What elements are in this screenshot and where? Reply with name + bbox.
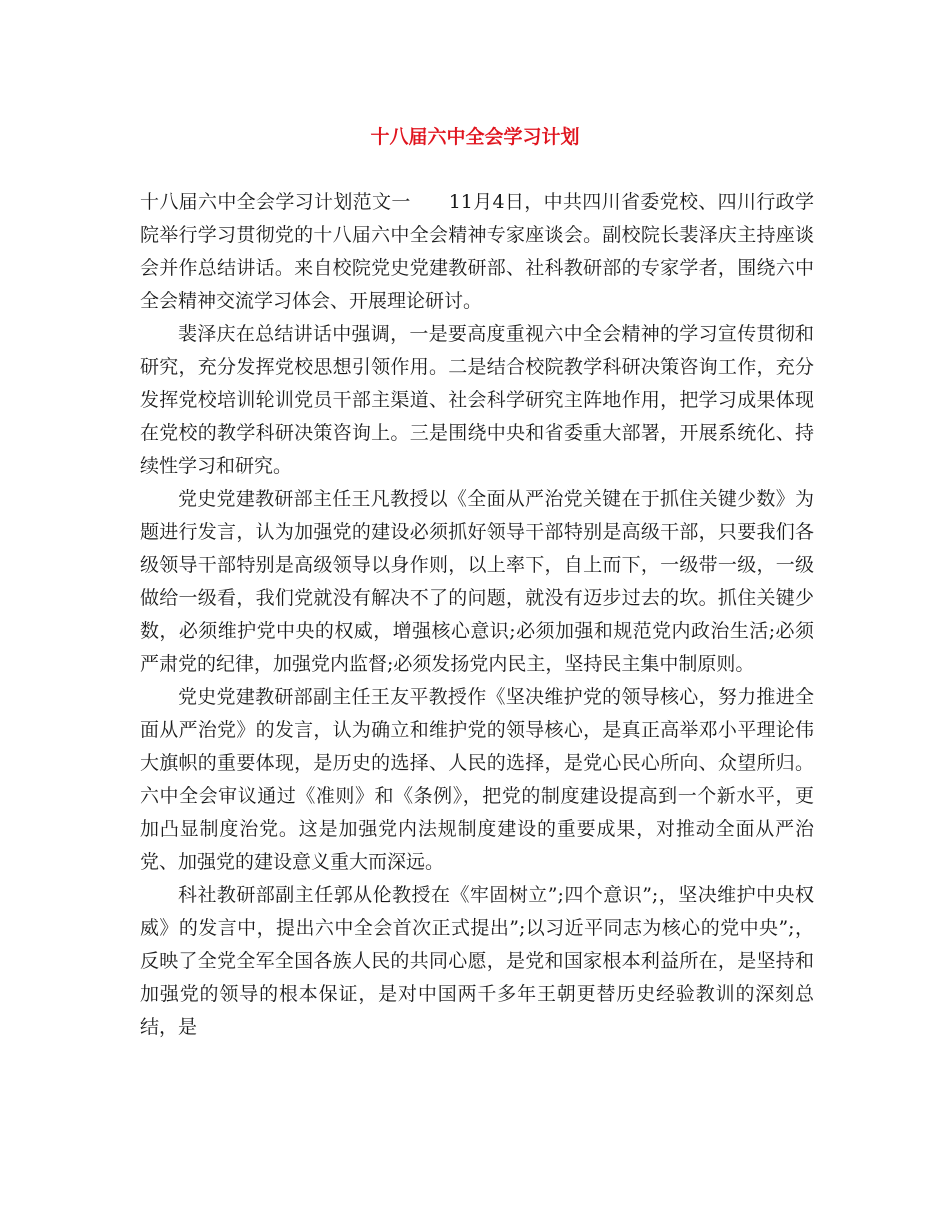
- paragraph-4: 党史党建教研部副主任王友平教授作《坚决维护党的领导核心，努力推进全面从严治党》的发言，认为确立和维护党的领导核心，是真正高举邓小平理论伟大旗帜的重要体现，是历史的选择、人民的选择，是党心民心所向、众望所归。六中全会审议通过《准则》和《条例》，把党的制度建设提高到一个新水平，更加凸显制度治党。这是加强党内法规制度建设的重要成果，对推动全面从严治党、加强党的建设意义重大而深远。: [140, 686, 814, 873]
- document-body: [140, 186, 814, 1044]
- document-title: 十八届六中全会学习计划: [370, 126, 580, 148]
- paragraph-2: 裴泽庆在总结讲话中强调，一是要高度重视六中全会精神的学习宣传贯彻和研究，充分发挥党校思想引领作用。二是结合校院教学科研决策咨询工作，充分发挥党校培训轮训党员干部主渠道、社会科学研究主阵地作用，把学习成果体现在党校的教学科研决策咨询上。三是围绕中央和省委重大部署，开展系统化、持续性学习和研究。: [140, 323, 814, 477]
- paragraph-1-text: 11月4日，中共四川省委党校、四川行政学院举行学习贯彻党的十八届六中全会精神专家座谈会。副校院长裴泽庆主持座谈会并作总结讲话。来自校院党史党建教研部、社科教研部的专家学者，围绕六中全会精神交流学习体会、开展理论研讨。: [140, 191, 814, 312]
- paragraph-3: 党史党建教研部主任王凡教授以《全面从严治党关键在于抓住关键少数》为题进行发言，认为加强党的建设必须抓好领导干部特别是高级干部，只要我们各级领导干部特别是高级领导以身作则，以上率下，自上而下，一级带一级，一级做给一级看，我们党就没有解决不了的问题，就没有迈步过去的坎。抓住关键少数，必须维护党中央的权威，增强核心意识;必须加强和规范党内政治生活;必须严肃党的纪律，加强党内监督;必须发扬党内民主，坚持民主集中制原则。: [140, 488, 814, 675]
- paragraph-5: 科社教研部副主任郭从伦教授在《牢固树立”;四个意识”;，坚决维护中央权威》的发言中，提出六中全会首次正式提出”;以习近平同志为核心的党中央”;，反映了全党全军全国各族人民的共同心愿，是党和国家根本利益所在，是坚持和加强党的领导的根本保证，是对中国两千多年王朝更替历史经验教训的深刻总结，是: [140, 884, 814, 1038]
- intro-label: 十八届六中全会学习计划范文一: [140, 191, 411, 213]
- paragraph-1: [140, 186, 814, 318]
